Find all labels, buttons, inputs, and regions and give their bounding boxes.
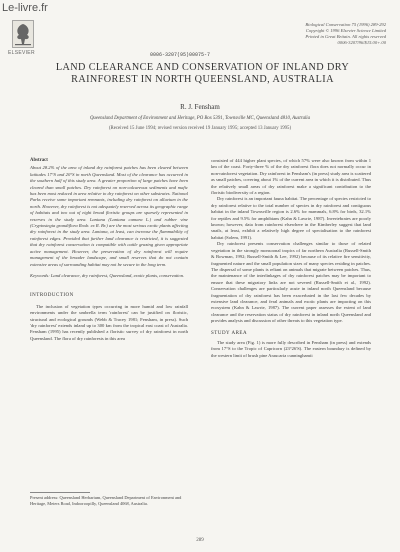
page-number: 289 <box>196 538 204 543</box>
study-area-heading: STUDY AREA <box>211 330 248 336</box>
journal-line: Printed in Great Britain. All rights reserved <box>305 34 386 39</box>
received-dates: (Received 15 June 1994; revised version received 19 January 1995; accepted 13 January 1995) <box>108 126 292 131</box>
journal-line: 0006-3207/96/$15.00+.00 <box>337 40 386 45</box>
right-column <box>211 158 371 359</box>
keywords: Keywords: Land clearance, dry rainforest, Queensland, exotic plants, conservation. <box>30 272 185 278</box>
publisher-logo-text: ELSEVIER <box>8 50 35 56</box>
site-tag[interactable]: Le-livre.fr <box>2 2 48 14</box>
journal-line: Copyright © 1996 Elsevier Science Limited <box>305 28 386 33</box>
elsevier-tree-logo-icon <box>12 20 34 48</box>
body-paragraph: Dry rainforest is an important fauna habitat. The percentage of species restricted to dry rainforest relative to the total number of species in dry rainforest and contiguous habitat in the inland Townsville region is 2.6% for mammals, 6.8% for birds, 32.1% for reptiles and 9.5% for amphibians (Kahn & Lawrie, 1987). Invertebrates are poorly known; however, data from rainforest elsewhere in the Kimberley suggest that land snails, at least, exhibit a relatively high degree of specialisation to the rainforest habitat (Solem, 1991). <box>211 196 371 240</box>
body-paragraph: consisted of 444 higher plant species, of which 57% were also known from within 1 km of the coast. Forty-three % of the dry rainforest flora does not normally occur in non-rainforest vegetation. Dry rainforest in Fensham's (in press) study area is scattered as small patches, covering about 1% of the current area in which it is distributed. Thus the relatively small areas of dry rainforest make a significant contribution to the floristic biodiversity of a region. <box>211 158 371 196</box>
body-paragraph: Dry rainforest presents conservation challenges similar to those of related vegetation in the strongly monsoonal tropics of far northern Australia (Russell-Smith & Bowman, 1992; Russell-Smith & Lee, 1992) because of its relative fire sensitivity, fragmented nature and the small population sizes of many species residing in patches. The dispersal of some plants is reliant on animals that migrate between patches. Thus, the maintenance of the interlinkages of dry rainforest patches may be important to ensure that these migratory links are not severed (Russell-Smith et al., 1992). Conservation challenges are particularly acute in inland north Queensland because fragmentation of dry rainforest has been exacerbated in the last few decades by extensive land clearance, and feral animals and exotic plants are impacting on this ecosystem (Kahn & Lawrie, 1987). The current paper assesses the extent of land clearance and the reservation status of dry rainforest in inland north Queensland and provides analysis and discussion of other threats to this vegetation type. <box>211 241 371 324</box>
abstract-label: Abstract <box>30 158 48 163</box>
article-title: LAND CLEARANCE AND CONSERVATION OF INLAND DRY RAINFOREST IN NORTH QUEENSLAND, AUSTRALIA <box>55 62 350 85</box>
abstract-text: About 28.2% of the area of inland dry rainforest patches has been cleared between latitudes 17°S and 20°S in north Queensland. Most of the clearance has occurred in the southern half of this study area. A greater proportion of large patches have been cleared than small patches. Dry rainforest on non-calcareous sediments and mafic has been most reduced in area relative to dry rainforest on other substrates. National Parks receive some important remnants, including dry rainforest on alluvium in the north. However, dry rainforest is not adequately reserved across its geographic range of habitats and two out of eight broad floristic groups are sparsely represented in reserves in the study area. Lantana (Lantana camara L.) and rubber vine (Cryptostegia grandiflora Roxb. ex R. Br.) are the most serious exotic plants affecting dry rainforest in the study area. Lantana, at least, can increase the flammability of rainforest edges. Provided that further land clearance is restricted, it is suggested that dry rainforest conservation is compatible with cattle grazing given appropriate active management. However, the preservation of dry rainforest will require management of the broader landscape, and small reserves that do not contain extensive areas of surrounding habitat may not be secure in the long term. <box>30 165 188 267</box>
article-author: R. J. Fensham <box>180 103 220 111</box>
footnote: Present address: Queensland Herbarium, Queensland Department of Environment and Heritage, Meiers Road, Indooroopilly, Queensland 4068, Australia. <box>30 495 182 506</box>
introduction-paragraph: The inclusion of vegetation types occurring in more humid and low rainfall environments under the umbrella term 'rainforest' can be justified on floristic, structural and ecological grounds (Webb & Tracey 1981; Fensham, in press). Such 'dry rainforest' extends inland up to 300 km from the tropical east coast of Australia. Fensham (1995) has recently published a floristic survey of dry rainforest in north Queensland. The flora of dry rainforests in this area <box>30 303 188 341</box>
study-area-paragraph: The study area (Fig. 1) is more fully described in Fensham (in press) and extends from 17°S to the Tropic of Capricorn (23°26'S). The eastern boundary is defined by the western limit of brush pine Araucaria cunninghamii <box>211 339 371 358</box>
author-affiliation: Queensland Department of Environment and Heritage, PO Box 5391, Townsville MC, Queensland 4810, Australia <box>89 116 311 121</box>
left-column <box>30 158 188 342</box>
journal-info <box>246 22 386 46</box>
article-issn: 0006-3207(95)00075-7 <box>150 52 211 58</box>
footnote-rule <box>30 492 90 493</box>
introduction-heading: INTRODUCTION <box>30 293 74 299</box>
journal-line: Biological Conservation 75 (1996) 289-292 <box>305 22 386 27</box>
